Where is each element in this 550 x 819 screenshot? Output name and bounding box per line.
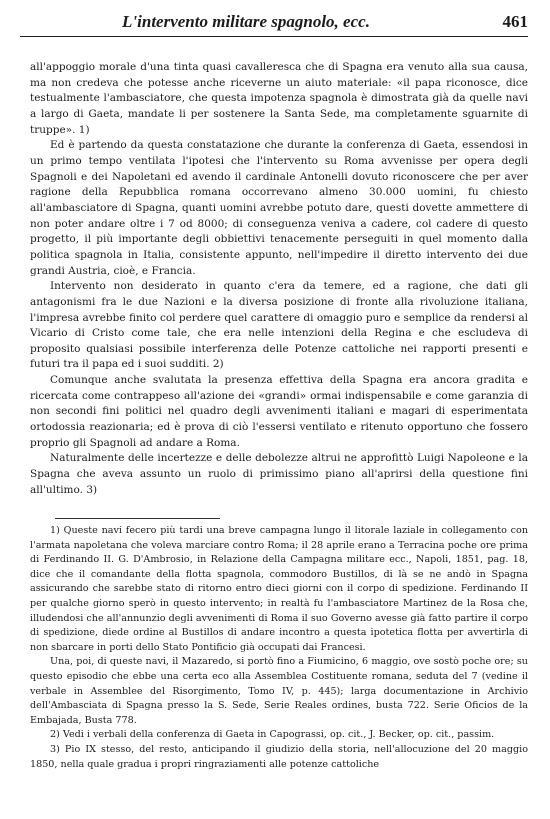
footnote-divider [55, 518, 220, 519]
paragraph-5: Naturalmente delle incertezze e delle debolezze altrui ne approfittò Luigi Napoleone e la Spagna che aveva assunto un ruolo di primissimo piano all'aprirsi della questione fini all'ultimo. 3) [30, 452, 528, 496]
chapter-title: L'intervento militare spagnolo, ecc. [122, 12, 370, 31]
paragraph-4: Comunque anche svalutata la presenza effettiva della Spagna era ancora gradita e ricercata come contrappeso all'azione dei «grandi» ormai indispensabile e come garanzia di non secondi fini politici nel quadro degli avvenimenti italiani e magari di esperimentata ortodossia reazionaria; ed è prova di ciò l'essersi ventilato e ritenuto opportuno che fossero proprio gli Spagnoli ad andare a Roma. [30, 374, 528, 449]
footnote-3: 3) Pio IX stesso, del resto, anticipando il giudizio della storia, nell'allocuzione del 20 maggio 1850, nella quale gradua i propri ringraziamenti alle potenze cattoliche [30, 743, 528, 770]
paragraph-1: all'appoggio morale d'una tinta quasi cavalleresca che di Spagna era venuto alla sua causa, ma non credeva che potesse anche riceverne un aiuto materiale: «il papa riconosce, dice testualmente l'ambasciatore, che questa impotenza spagnola è dimostrata già da quelle navi a largo di Gaeta, mandate li per sostenere la Santa Sede, ma completamente sguarnite di truppe». 1) [30, 61, 528, 136]
footnote-1-continued: Una, poi, di queste navi, il Mazaredo, si portò fino a Fiumicino, 6 maggio, ove sostò poche ore; su questo episodio che ebbe una certa eco alla Assemblea Costituente romana, seduta del 7 (vedine il verbale in Assemblee del Risorgimento, Tomo IV, p. 445); larga documentazione in Archivio dell'Ambasciata di Spagna presso la S. Sede, Serie Reales ordines, busta 722. Serie Oficios de la Embajada, Busta 778. [30, 656, 528, 726]
footnote-2: 2) Vedi i verbali della conferenza di Gaeta in Capograssi, op. cit., J. Becker, op. cit., passim. [50, 729, 495, 741]
page-number: 461 [502, 12, 528, 31]
footnotes [30, 524, 528, 772]
paragraph-3: Intervento non desiderato in quanto c'era da temere, ed a ragione, che dati gli antagonismi fra le due Nazioni e la diversa posizione di fronte alla rivoluzione italiana, l'impresa avrebbe finito col perdere quel carattere di omaggio puro e semplice da rendersi al Vicario di Cristo come tale, che era nelle intenzioni della Regina e che escludeva di proposito qualsiasi possibile interferenza delle Potenze cattoliche nei rapporti presenti e futuri tra il papa ed i suoi sudditi. 2) [30, 280, 528, 371]
footnote-1: 1) Queste navi fecero più tardi una breve campagna lungo il litorale laziale in collegamento con l'armata napoletana che voleva marciare contro Roma; il 28 aprile erano a Terracina poche ore prima di Ferdinando II. G. D'Ambrosio, in Relazione della Campagna militare ecc., Napoli, 1851, pag. 18, dice che il comandante della flotta spagnola, commodoro Bustillos, di là se ne andò in Spagna assicurando che sarebbe stato di ritorno entro dieci giorni con il corpo di spedizione. Ferdinando II per qualche giorno sperò in questo intervento; in realtà fu l'ambasciatore Martinez de la Rosa che, illudendosi che all'annunzio degli avvenimenti di Roma il suo Governo avesse già fatto partire il corpo di spedizione, diede ordine al Bustillos di andare incontro a questa ipotetica flotta per avvertirla di non sbarcare in porti dello Stato Pontificio già occupati dai Francesi. [30, 525, 528, 653]
main-text [30, 60, 528, 498]
paragraph-2: Ed è partendo da questa constatazione che durante la conferenza di Gaeta, essendosi in un primo tempo ventilata l'ipotesi che l'intervento su Roma avvenisse per opera degli Spagnoli e dei Napoletani ed avendo il cardinale Antonelli dovuto riconoscere che per aver ragione della Repubblica romana occorrevano almeno 30.000 uomini, fu chiesto all'ambasciatore di Spagna, quanti uomini avrebbe potuto dare, questi dovette ammettere di non poter andare oltre i 7 od 8000; di conseguenza veniva a cadere, col cadere di questo progetto, il più importante degli obbiettivi tenacemente perseguiti in quel momento dalla politica spagnola in Italia, consistente appunto, nell'impedire il diretto intervento dei due grandi Austria, cioè, e Francia. [30, 139, 528, 277]
running-head [20, 10, 528, 37]
